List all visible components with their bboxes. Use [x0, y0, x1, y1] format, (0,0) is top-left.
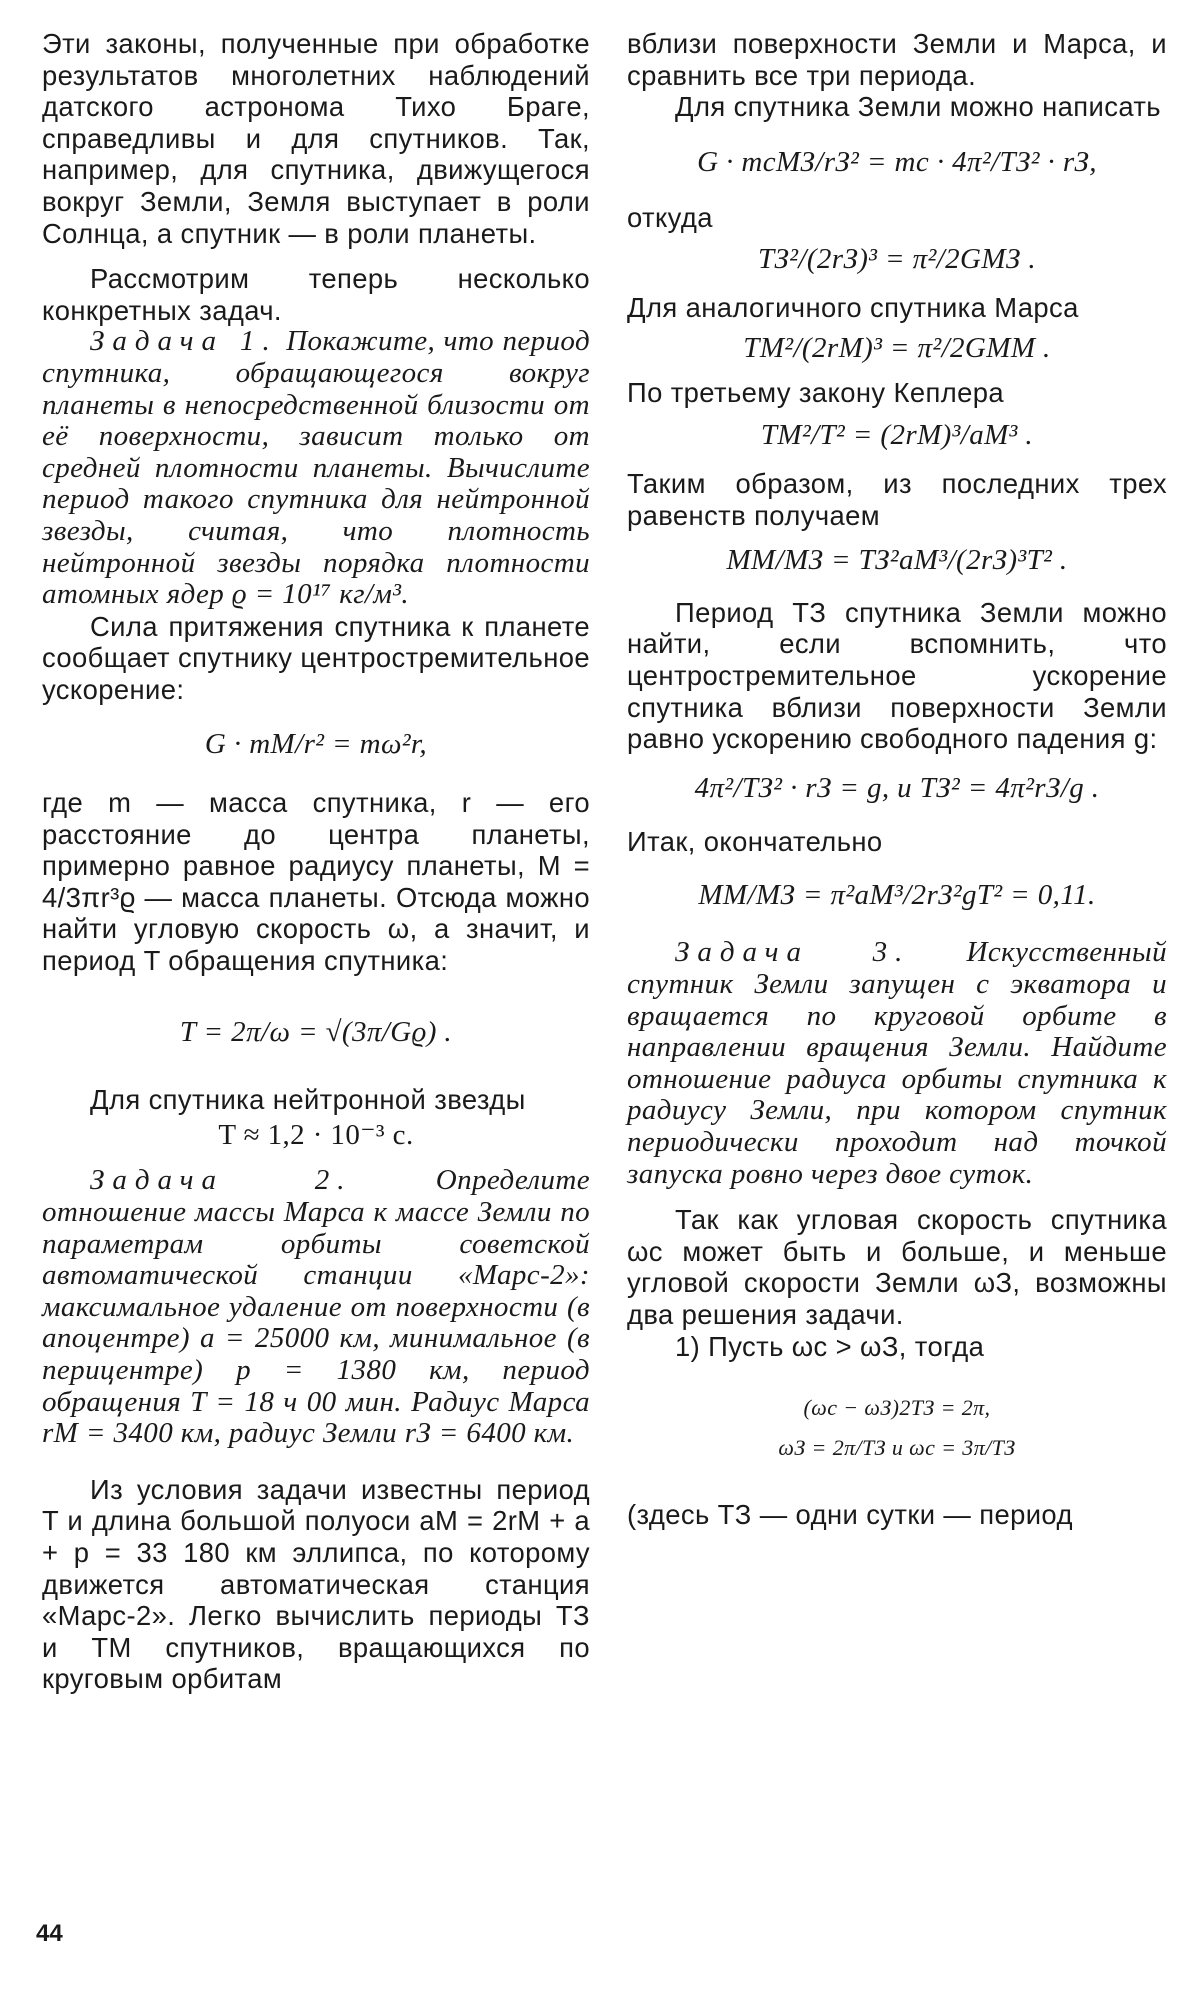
paragraph: Таким образом, из последних трех равенств получаем — [627, 467, 1167, 531]
equation: MМ/MЗ = TЗ²aМ³/(2rЗ)³T² . — [726, 544, 1068, 577]
paragraph: Из условия задачи известны период T и длина большой полуоси aМ = 2rМ + a + p = 33 180 км эллипса, по которому движется автоматическая станция «Марс-2». Легко вычислить периоды TЗ и TМ спутников, вращающихся по круговым орбитам — [42, 1473, 590, 1695]
equation: 4π²/TЗ² · rЗ = g, и TЗ² = 4π²rЗ/g . — [694, 771, 1100, 804]
task-text: Искусственный спутник Земли запущен с экватора и вращается по круговой орбите в направлении вращения Земли. Найдите отношение радиуса орбиты спутника к радиусу Земли, при котором спутник периодически проходит над точкой запуска ровно через двое суток. — [627, 936, 1167, 1190]
paragraph: Так как угловая скорость спутника ωc может быть и больше, и меньше угловой скорости Земли ωЗ, возможны два решения задачи. — [627, 1204, 1167, 1330]
equation: MМ/MЗ = π²aМ³/2rЗ²gT² = 0,11. — [698, 878, 1096, 911]
equation: ωЗ = 2π/TЗ и ωc = 3π/TЗ — [778, 1434, 1016, 1460]
paragraph: 1) Пусть ωc > ωЗ, тогда — [675, 1330, 985, 1362]
paragraph: Для спутника Земли можно написать — [675, 91, 1161, 123]
paragraph: Рассмотрим теперь несколько конкретных задач. — [42, 263, 590, 326]
equation: T ≈ 1,2 · 10⁻³ с. — [218, 1118, 414, 1151]
paragraph: Эти законы, полученные при обработке результатов многолетних наблюдений датского астронома Тихо Браге, справедливы и для спутников. Так, например, для спутника, движущегося вокруг Земли, Земля выступает в роли Солнца, а спутник — в роли планеты. — [42, 28, 590, 249]
right-column — [627, 28, 1167, 1531]
paragraph: Итак, окончательно — [627, 826, 883, 858]
task-text: Определите отношение массы Марса к массе Земли по параметрам орбиты советской автоматической станции «Марс-2»: максимальное удаление от поверхности (в апоцентре) a = 25000 км, минимальное (в перицентре) p = 1380 км, период обращения T = 18 ч 00 мин. Радиус Марса rМ = 3400 км, радиус Земли rЗ = 6400 км. — [42, 1164, 590, 1450]
task-text: Покажите, что период спутника, обращающегося вокруг планеты в непосредственной близости от её поверхности, зависит только от средней плотности планеты. Вычислите период такого спутника для нейтронной звезды, считая, что плотность нейтронной звезды порядка плотности атомных ядер ϱ = 10¹⁷ кг/м³. — [42, 325, 591, 611]
left-column — [42, 28, 590, 1695]
paragraph: Для спутника нейтронной звезды — [90, 1084, 526, 1116]
paragraph: где m — масса спутника, r — его расстояние до центра планеты, примерно равное радиусу планеты, M = 4/3πr³ϱ — масса планеты. Отсюда можно найти угловую скорость ω, а значит, и период T обращения спутника: — [42, 787, 590, 977]
paragraph: (здесь TЗ — одни сутки — период — [627, 1499, 1073, 1531]
page-number: 44 — [36, 1920, 63, 1947]
paragraph: По третьему закону Кеплера — [627, 376, 1004, 408]
equation: G · mM/r² = mω²r, — [204, 728, 428, 761]
equation: T = 2π/ω = √(3π/Gϱ) . — [179, 1015, 453, 1048]
paragraph: Для аналогичного спутника Марса — [627, 291, 1079, 323]
paragraph: Сила притяжения спутника к планете сообщает спутнику центростремительное ускорение: — [42, 610, 590, 705]
paragraph: откуда — [627, 202, 713, 234]
equation: TЗ²/(2rЗ)³ = π²/2GMЗ . — [758, 242, 1036, 275]
task-1 — [42, 326, 590, 610]
task-2 — [42, 1165, 590, 1449]
paragraph: Период TЗ спутника Земли можно найти, если вспомнить, что центростремительное ускорение спутника вблизи поверхности Земли равно ускорению свободного падения g: — [627, 596, 1167, 755]
task-label: Задача 2. — [90, 1164, 353, 1197]
equation: G · mcMЗ/rЗ² = mc · 4π²/TЗ² · rЗ, — [697, 145, 1097, 178]
equation: (ωc − ωЗ)2TЗ = 2π, — [803, 1395, 991, 1421]
task-3 — [627, 937, 1167, 1190]
equation: TМ²/T² = (2rМ)³/aМ³ . — [760, 419, 1034, 452]
paragraph: вблизи поверхности Земли и Марса, и сравнить все три периода. — [627, 28, 1167, 91]
task-label: Задача 3. — [675, 936, 911, 969]
equation: TМ²/(2rМ)³ = π²/2GMМ . — [743, 332, 1051, 365]
task-label: Задача 1. — [90, 325, 278, 358]
